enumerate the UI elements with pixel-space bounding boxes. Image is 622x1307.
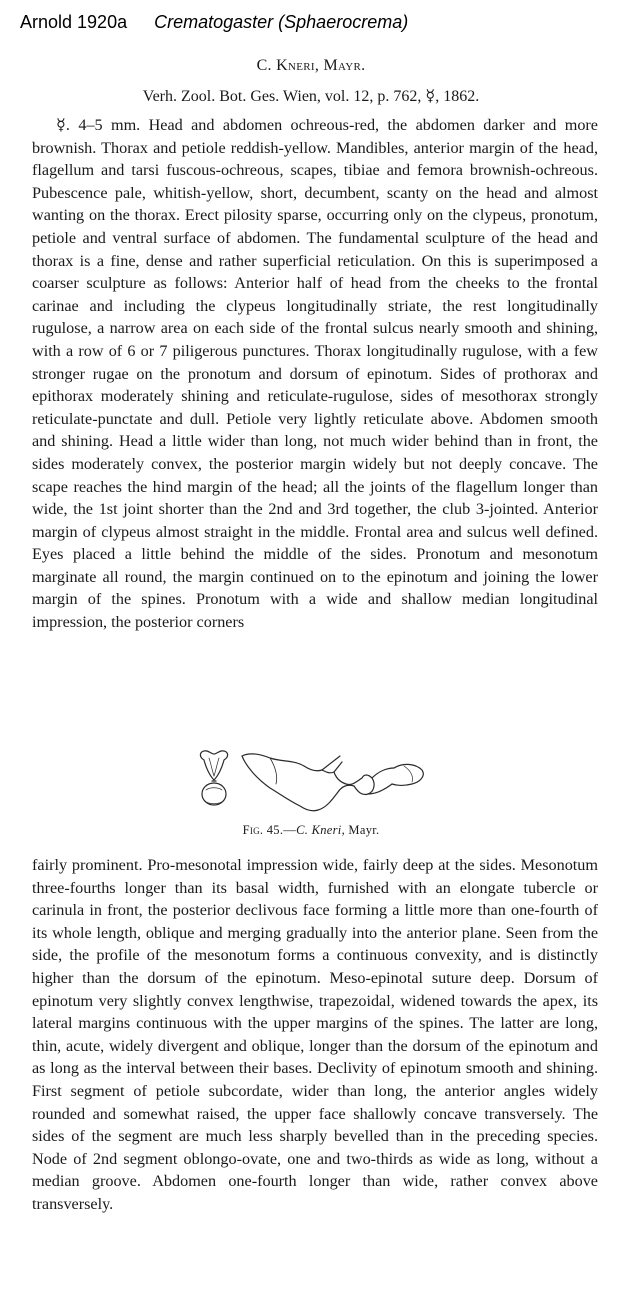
description-paragraph-1: ☿. 4–5 mm. Head and abdomen ochreous-red, the abdomen darker and more brownish. Thorax and petiole reddish-yellow. Mandibles, anterior margin of the head, flagellum and tarsi fuscous-ochreous, scapes, tibiae and femora brownish-ochreous. Pubescence pale, whitish-yellow, short, decumbent, scanty on the head and almost wanting on the thorax. Erect pilosity sparse, occurring only on the clypeus, pronotum, petiole and ventral surface of abdomen. The fundamental sculpture of the head and thorax is a fine, dense and rather superficial reticulation. On this is superimposed a coarser sculpture as follows: Anterior half of head from the cheeks to the frontal carinae and including the clypeus longitudinally striate, the rest longitudinally rugulose, a narrow area on each side of the frontal sulcus nearly smooth and shining, with a row of 6 or 7 piligerous punctures. Thorax longitudinally rugulose, with a few stronger rugae on the pronotum and dorsum of epinotum. Sides of prothorax and epithorax moderately shining and reticulate-rugulose, sides of mesothorax strongly reticulate-punctate and dull. Petiole very lightly reticulate above. Abdomen smooth and shining. Head a little wider than long, not much wider behind than in front, the sides moderately convex, the posterior margin widely but not deeply concave. The scape reaches the hind margin of the head; all the joints of the flagellum longer than wide, the 1st joint shorter than the 2nd and 3rd together, the club 3-jointed. Anterior margin of clypeus almost straight in the middle. Frontal area and sulcus well defined. Eyes placed a little behind the middle of the sides. Pronotum and mesonotum marginate all round, the margin continued on to the epinotum and joining the lower margin of the spines. Pronotum with a wide and shallow median longitudinal impression, the posterior corners: [32, 116, 598, 632]
page-header: [20, 12, 408, 33]
figure-caption: [0, 823, 622, 838]
citation-label: Arnold 1920a: [20, 12, 128, 32]
figure-45-illustration: [190, 748, 440, 822]
species-title: C. Kneri, Mayr.: [256, 57, 366, 74]
description-paragraph-2: fairly prominent. Pro-mesonotal impression wide, fairly deep at the sides. Mesonotum three-fourths longer than its basal width, furnished with an elongate tubercle or carinula in front, the posterior declivous face forming a little more than one-fourth of its whole length, oblique and merging gradually into the anterior plane. Seen from the side, the profile of the mesonotum forms a continuous convexity, and is distinctly higher than the dorsum of the epinotum. Meso-epinotal suture deep. Dorsum of epinotum very slightly convex lengthwise, trapezoidal, widened towards the apex, its lateral margins continuous with the upper margins of the spines. The latter are long, thin, acute, widely divergent and oblique, longer than the dorsum of the epinotum and as long as the interval between their bases. Declivity of epinotum smooth and shining. First segment of petiole subcordate, wider than long, the anterior angles widely rounded and somewhat raised, the upper face shallowly concave transversely. The sides of the segment are much less sharply bevelled than in the preceding species. Node of 2nd segment oblongo-ovate, one and two-thirds as wide as long, without a median groove. Abdomen one-fourth longer than wide, rather convex above transversely.: [32, 856, 598, 1213]
genus-label: Crematogaster (Sphaerocrema): [154, 12, 409, 32]
petiole-profile-drawing: [190, 748, 440, 822]
figure-author: Mayr.: [345, 823, 380, 837]
figure-caption-dash: —: [283, 823, 297, 837]
figure-number: Fig. 45.: [242, 823, 284, 837]
literature-reference: Verh. Zool. Bot. Ges. Wien, vol. 12, p. 762, ☿, 1862.: [142, 88, 480, 105]
figure-species-name: C. Kneri,: [296, 823, 345, 837]
